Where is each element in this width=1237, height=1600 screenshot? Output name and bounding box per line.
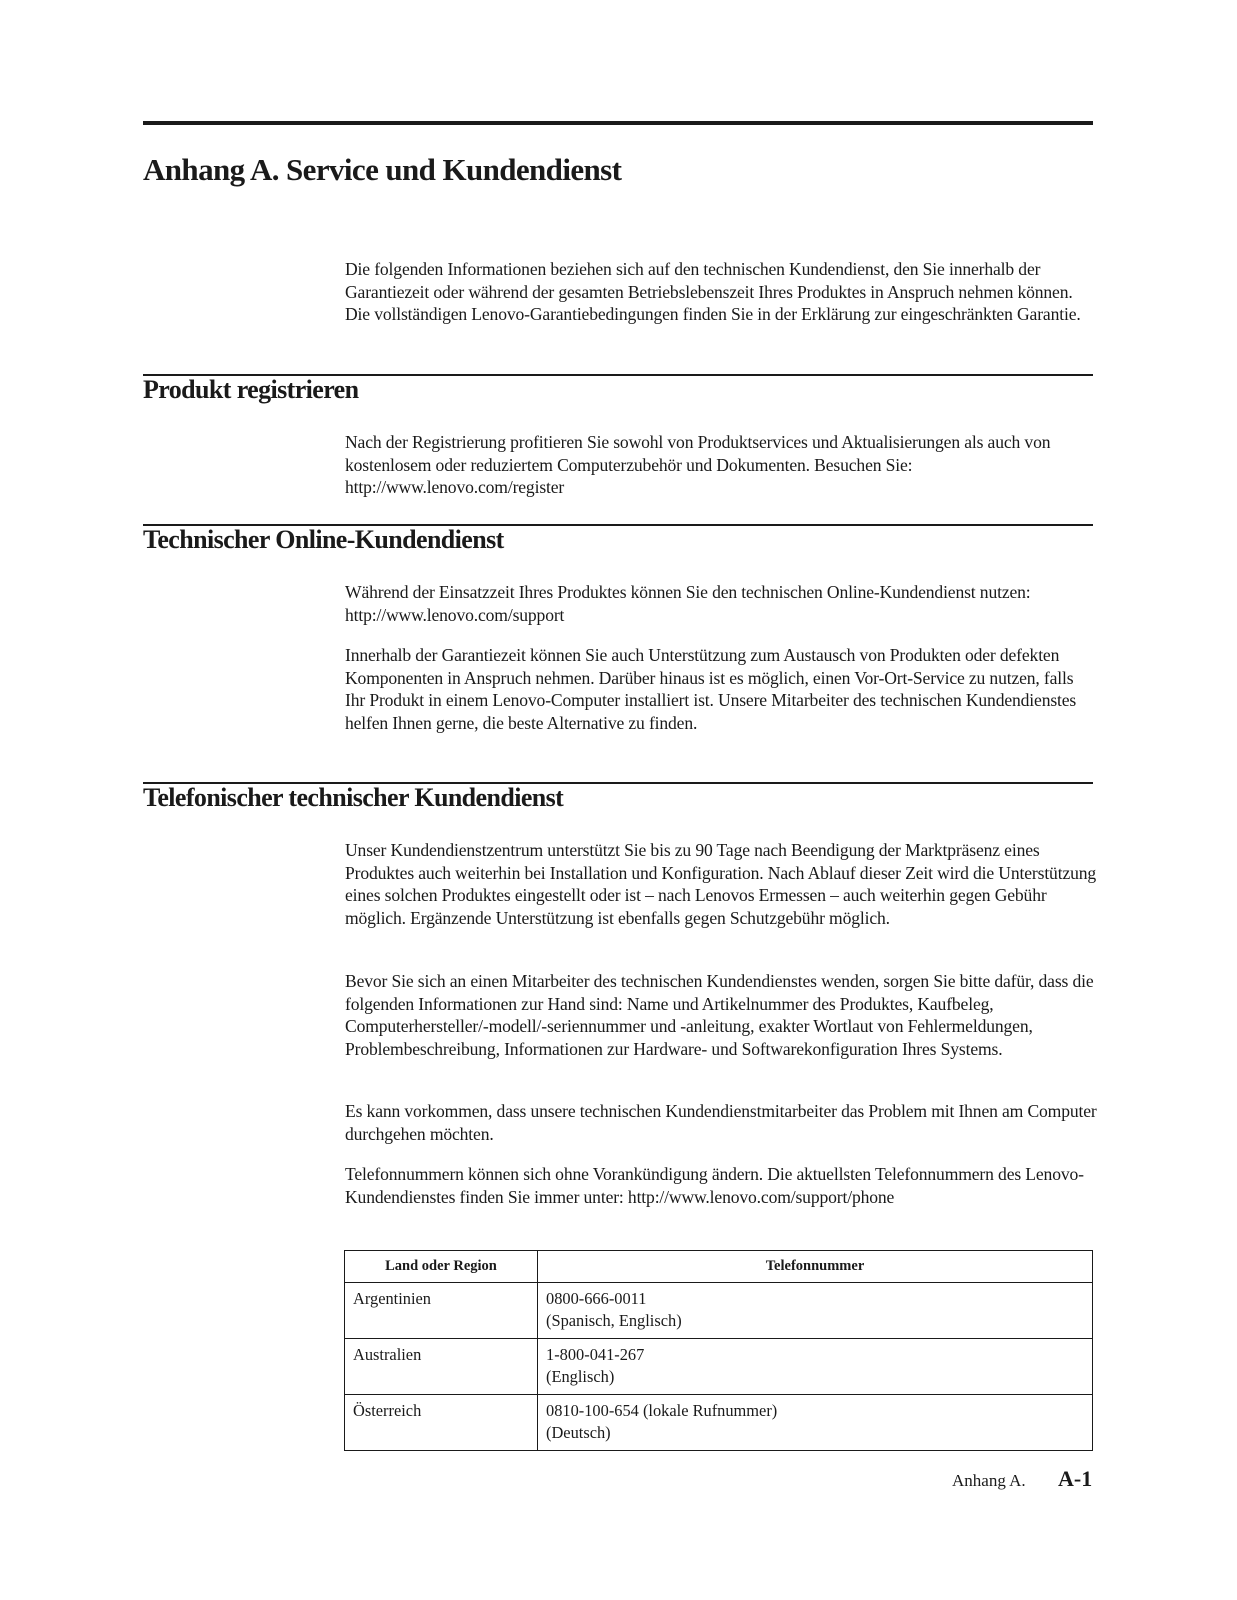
phone-language: (Deutsch) [546,1423,611,1442]
phone-cell [538,1283,1093,1339]
column-header-country: Land oder Region [345,1251,538,1283]
section-paragraph: Nach der Registrierung profitieren Sie sowohl von Produktservices und Aktualisierungen als auch von kostenlosem oder reduziertem Computerzubehör und Dokumenten. Besuchen Sie: http://www.lenovo.com/register [345,432,1051,498]
section-paragraph: Telefonnummern können sich ohne Vorankündigung ändern. Die aktuellsten Telefonnummern des Lenovo-Kundendienstes finden Sie immer unter: http://www.lenovo.com/support/phone [345,1164,1084,1207]
table-row [345,1339,1093,1395]
country-cell: Australien [345,1339,538,1395]
table-row [345,1395,1093,1451]
phone-number: 1-800-041-267 [546,1345,645,1364]
section-paragraph: Bevor Sie sich an einen Mitarbeiter des technischen Kundendienstes wenden, sorgen Sie bitte dafür, dass die folgenden Informationen zur Hand sind: Name und Artikelnummer des Produktes, Kaufbeleg, Computerhersteller/-modell/-seriennummer und -anleitung, exakter Wortlaut von Fehlermeldungen, Problembeschreibung, Informationen zur Hardware- und Softwarekonfiguration Ihres Systems. [345,971,1094,1060]
phone-cell [538,1339,1093,1395]
section-heading-online-kundendienst: Technischer Online-Kundendienst [143,525,504,554]
table-row [345,1283,1093,1339]
country-cell: Österreich [345,1395,538,1451]
phone-language: (Englisch) [546,1367,615,1386]
section-heading-produkt-registrieren: Produkt registrieren [143,375,359,404]
intro-paragraph: Die folgenden Informationen beziehen sich auf den technischen Kundendienst, den Sie innerhalb der Garantiezeit oder während der gesamten Betriebslebenszeit Ihres Produktes in Anspruch nehmen können. Die vollständigen Lenovo-Garantiebedingungen finden Sie in der Erklärung zur eingeschränkten Garantie. [345,259,1081,325]
section-paragraph: Innerhalb der Garantiezeit können Sie auch Unterstützung zum Austausch von Produkten oder defekten Komponenten in Anspruch nehmen. Darüber hinaus ist es möglich, einen Vor-Ort-Service zu nutzen, falls Ihr Produkt in einem Lenovo-Computer installiert ist. Unsere Mitarbeiter des technischen Kundendienstes helfen Ihnen gerne, die beste Alternative zu finden. [345,645,1077,734]
section-paragraph: Während der Einsatzzeit Ihres Produktes können Sie den technischen Online-Kundendienst nutzen: http://www.lenovo.com/support [345,582,1031,625]
table-header-row [345,1251,1093,1283]
section-heading-telefonischer-kundendienst: Telefonischer technischer Kundendienst [143,783,564,812]
top-rule [143,121,1093,125]
phone-number: 0810-100-654 (lokale Rufnummer) [546,1401,778,1420]
section-paragraph: Es kann vorkommen, dass unsere technischen Kundendienstmitarbeiter das Problem mit Ihnen am Computer durchgehen möchten. [345,1101,1097,1144]
phone-language: (Spanisch, Englisch) [546,1311,682,1330]
section-paragraph: Unser Kundendienstzentrum unterstützt Sie bis zu 90 Tage nach Beendigung der Marktpräsenz eines Produktes auch weiterhin bei Installation und Konfiguration. Nach Ablauf dieser Zeit wird die Unterstützung eines solchen Produktes eingestellt oder ist – nach Lenovos Ermessen – auch weiterhin gegen Gebühr möglich. Ergänzende Unterstützung ist ebenfalls gegen Schutzgebühr möglich. [345,840,1097,929]
footer-chapter-label: Anhang A. [952,1471,1026,1490]
country-cell: Argentinien [345,1283,538,1339]
chapter-title: Anhang A. Service und Kundendienst [143,152,622,187]
column-header-phone: Telefonnummer [538,1251,1093,1283]
phone-number-table [344,1250,1093,1451]
phone-cell [538,1395,1093,1451]
page-number: A-1 [1058,1466,1093,1491]
phone-number: 0800-666-0011 [546,1289,647,1308]
